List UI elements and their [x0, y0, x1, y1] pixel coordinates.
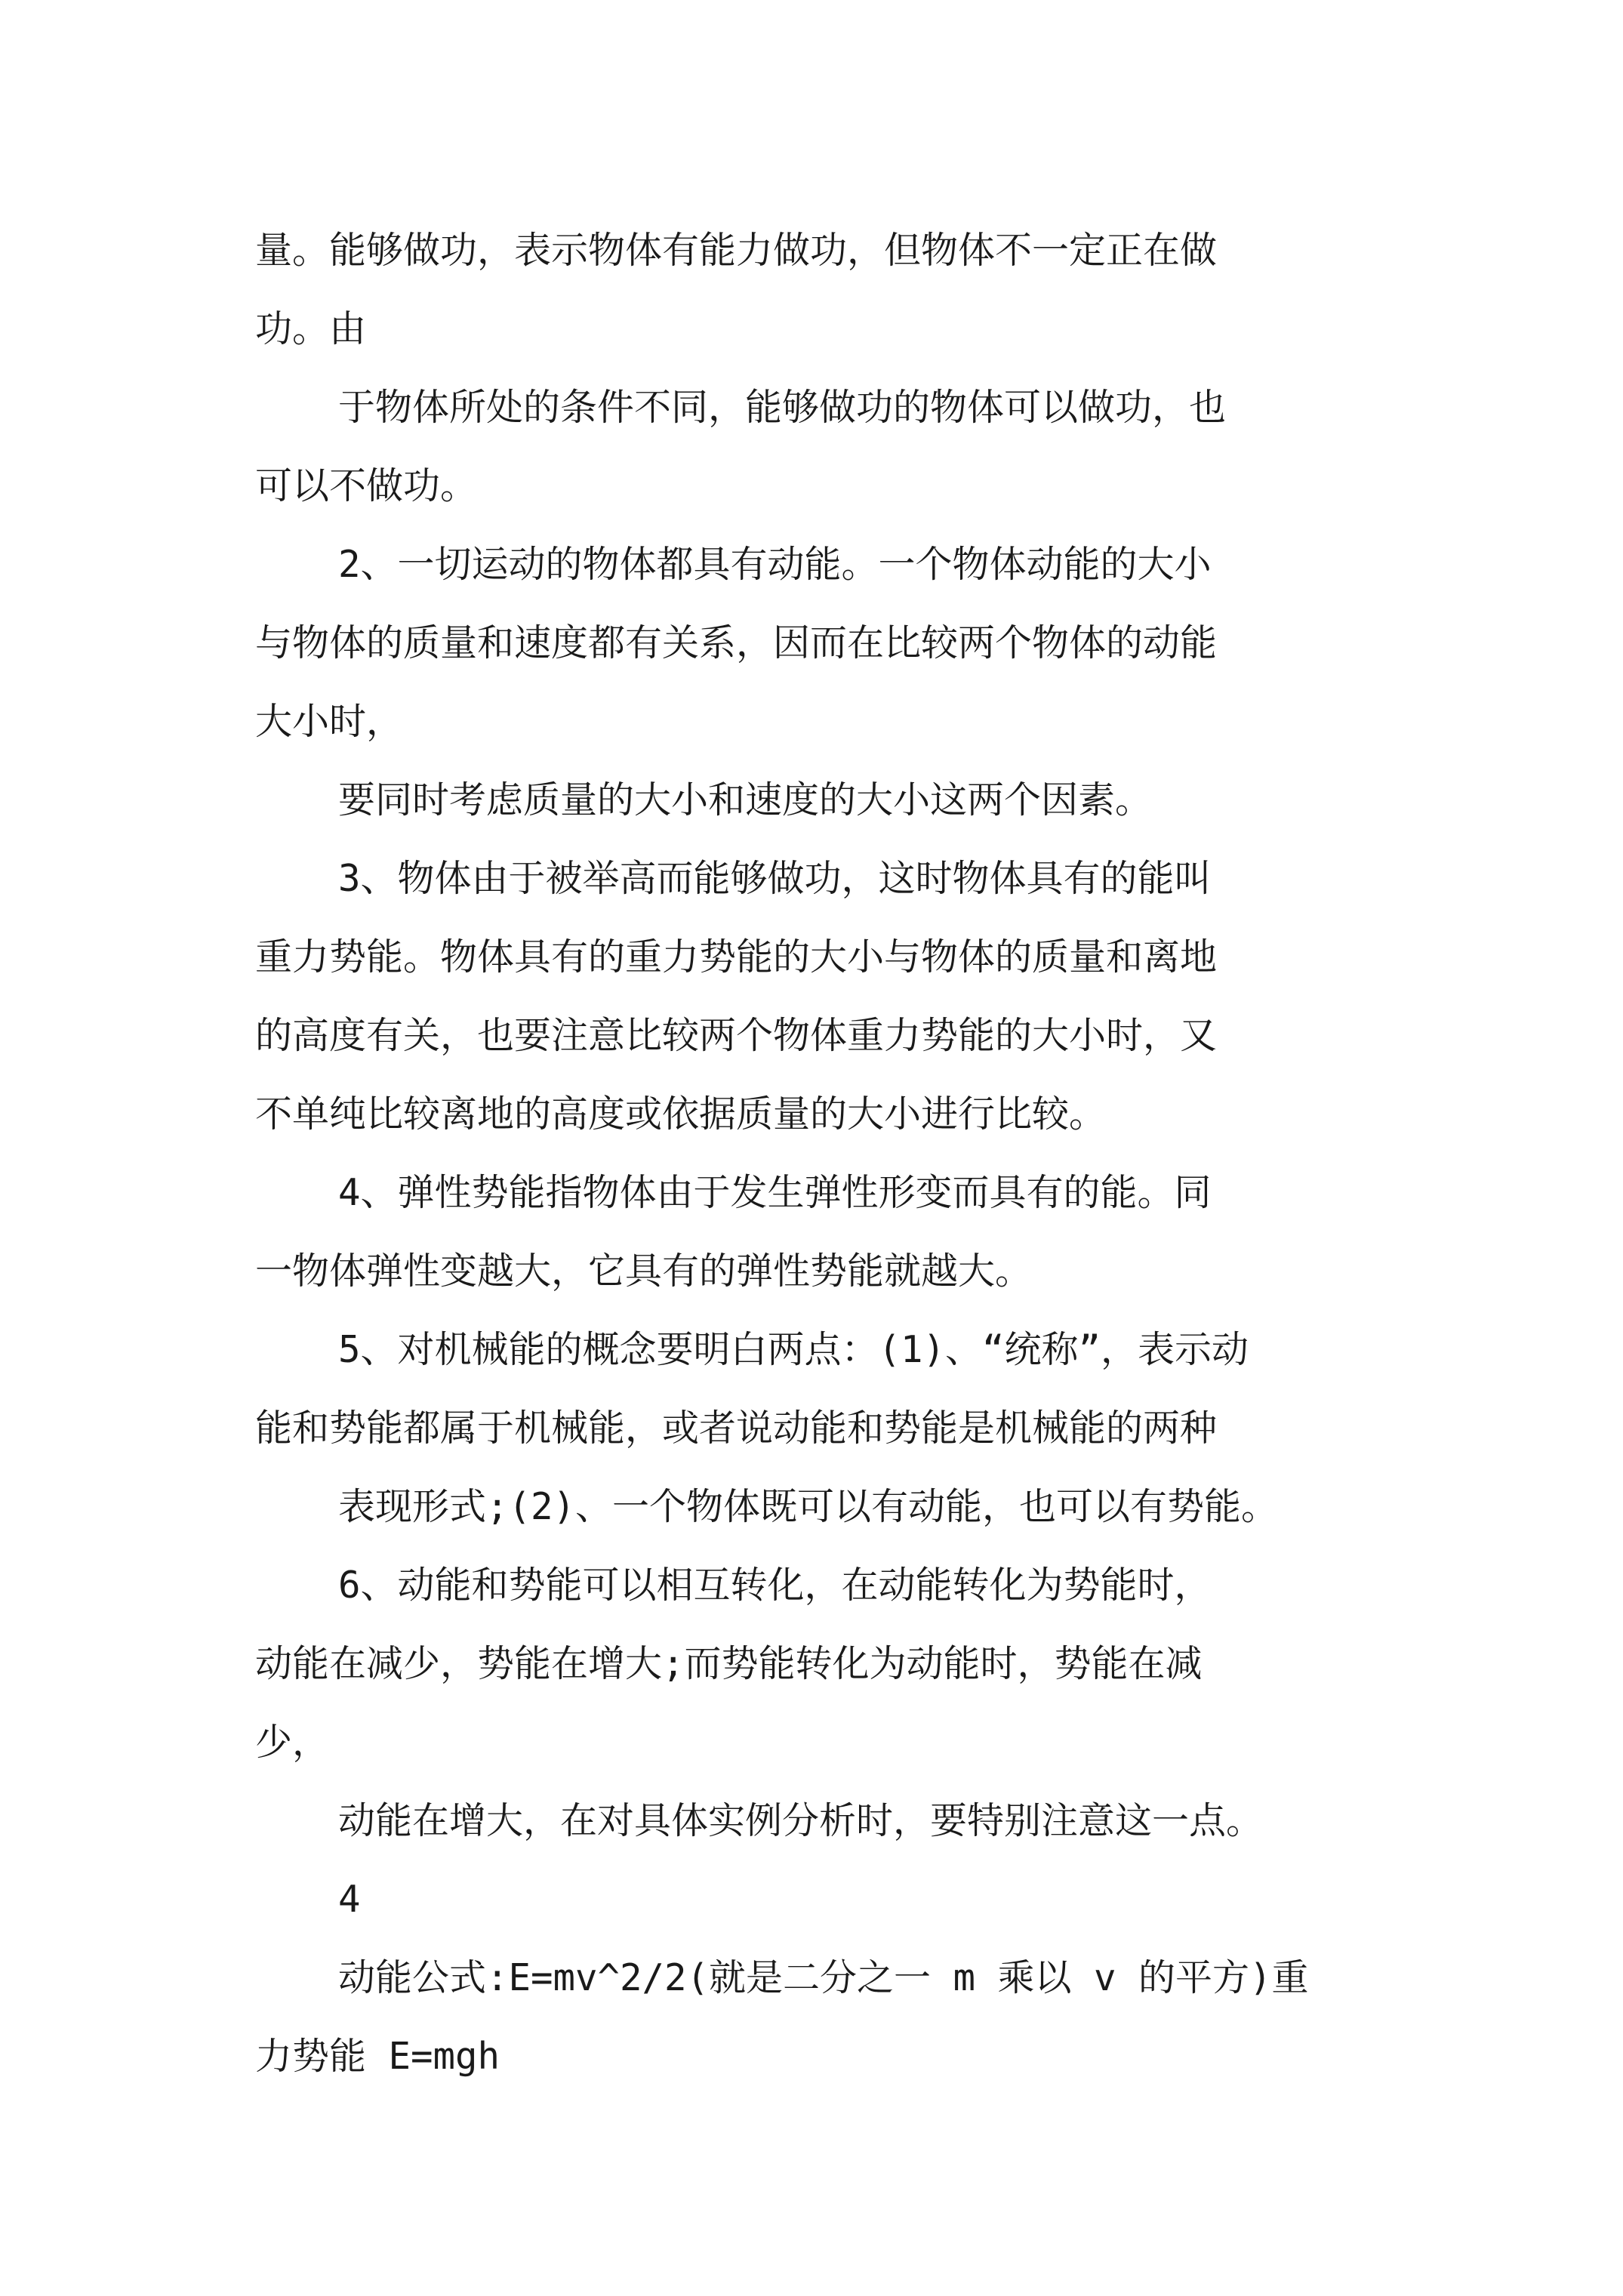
text-line: 于物体所处的条件不同，能够做功的物体可以做功，也: [338, 386, 1227, 429]
text-line: 量。能够做功，表示物体有能力做功，但物体不一定正在做: [255, 229, 1218, 272]
text-line: 表现形式;(2)、一个物体既可以有动能，也可以有势能。: [338, 1485, 1279, 1528]
text-line: 2、一切运动的物体都具有动能。一个物体动能的大小: [338, 543, 1212, 586]
text-line: 要同时考虑质量的大小和速度的大小这两个因素。: [338, 778, 1153, 821]
text-line: 功。由: [255, 307, 367, 350]
text-line: 动能在增大，在对具体实例分析时，要特别注意这一点。: [338, 1799, 1264, 1842]
text-line: 5、对机械能的概念要明白两点：(1)、“统称”，表示动: [338, 1328, 1249, 1371]
text-line: 一物体弹性变越大，它具有的弹性势能就越大。: [255, 1250, 1033, 1293]
text-line: 4、弹性势能指物体由于发生弹性形变而具有的能。同: [338, 1171, 1212, 1214]
text-line: 的高度有关，也要注意比较两个物体重力势能的大小时，又: [255, 1014, 1218, 1057]
text-line: 少，: [255, 1721, 330, 1764]
document-body: [255, 211, 1387, 2096]
text-line: 6、动能和势能可以相互转化，在动能转化为势能时，: [338, 1564, 1212, 1607]
text-line: 可以不做功。: [255, 464, 478, 507]
text-line: 3、物体由于被举高而能够做功，这时物体具有的能叫: [338, 857, 1212, 900]
text-line: 4: [338, 1878, 361, 1921]
text-line: 大小时，: [255, 700, 404, 743]
text-line: 与物体的质量和速度都有关系，因而在比较两个物体的动能: [255, 621, 1218, 664]
text-line: 动能公式:E=mv^2/2(就是二分之一 m 乘以 v 的平方)重: [338, 1956, 1309, 1999]
text-line: 不单纯比较离地的高度或依据质量的大小进行比较。: [255, 1093, 1107, 1136]
text-line: 力势能 E=mgh: [255, 2035, 500, 2078]
text-line: 能和势能都属于机械能，或者说动能和势能是机械能的两种: [255, 1407, 1218, 1450]
text-line: 动能在减少，势能在增大;而势能转化为动能时，势能在减: [255, 1642, 1203, 1685]
text-line: 重力势能。物体具有的重力势能的大小与物体的质量和离地: [255, 935, 1218, 978]
